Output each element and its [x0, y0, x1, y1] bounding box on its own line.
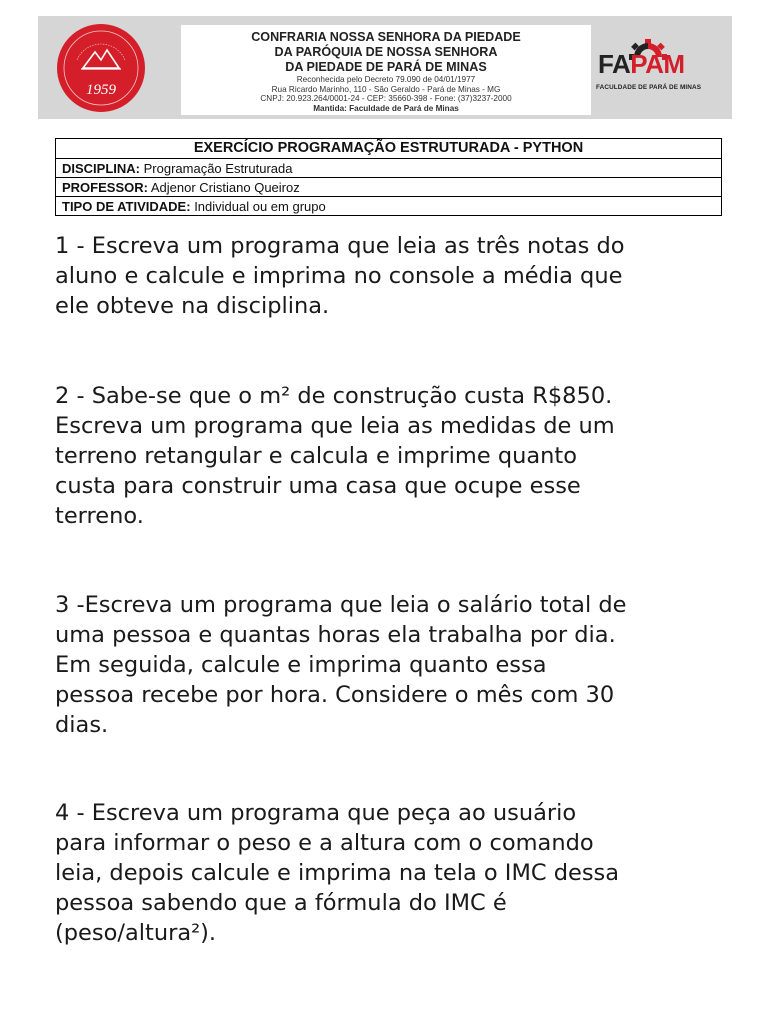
- institution-line-1: CONFRARIA NOSSA SENHORA DA PIEDADE: [251, 30, 521, 44]
- confraria-seal-icon: [55, 22, 147, 114]
- discipline-value: Programação Estruturada: [143, 160, 293, 176]
- fapam-wordmark-part1: FA: [598, 49, 631, 79]
- fapam-wordmark-part2: PAM: [630, 49, 685, 79]
- fapam-subtitle: FACULDADE DE PARÁ DE MINAS: [596, 84, 702, 91]
- decree-line: Reconhecida pelo Decreto 79.090 de 04/01/1977: [296, 75, 476, 84]
- exercise-1: 1 - Escreva um programa que leia as três notas do aluno e calcule e imprima no console a média que ele obteve na disciplina.: [55, 233, 625, 319]
- info-row-activity-type: [56, 197, 722, 216]
- maintainer-line: Mantida: Faculdade de Pará de Minas: [313, 103, 459, 113]
- exercise-4: 4 - Escreva um programa que peça ao usuário para informar o peso e a altura com o comando leia, depois calcule e imprima na tela o IMC dessa pessoa sabendo que a fórmula do IMC é (peso/altura²).: [55, 800, 620, 946]
- activity-type-label: TIPO DE ATIVIDADE:: [62, 198, 191, 214]
- institution-line-2: DA PARÓQUIA DE NOSSA SENHORA: [274, 45, 498, 59]
- seal-year: 1959: [86, 82, 116, 98]
- institution-line-3: DA PIEDADE DE PARÁ DE MINAS: [285, 60, 487, 74]
- professor-value: Adjenor Cristiano Queiroz: [150, 179, 300, 195]
- info-row-discipline: [56, 159, 722, 178]
- exercise-list: [55, 231, 725, 948]
- professor-label: PROFESSOR:: [62, 179, 148, 195]
- info-row-professor: [56, 178, 722, 197]
- fapam-wordmark: [598, 49, 685, 79]
- activity-type-value: Individual ou em grupo: [194, 198, 326, 214]
- discipline-label: DISCIPLINA:: [62, 160, 140, 176]
- exercise-info-table: [55, 138, 722, 216]
- fapam-logo: [594, 43, 724, 113]
- institution-block: [181, 25, 591, 115]
- exercise-title: EXERCÍCIO PROGRAMAÇÃO ESTRUTURADA - PYTHON: [56, 139, 722, 159]
- address-line: Rua Ricardo Marinho, 110 - São Geraldo - Pará de Minas - MG: [271, 84, 501, 94]
- exercise-3: 3 -Escreva um programa que leia o salário total de uma pessoa e quantas horas ela trabalha por dia. Em seguida, calcule e imprima quanto essa pessoa recebe por hora. Considere o mês com 30 dias.: [55, 592, 627, 738]
- cnpj-line: CNPJ: 20.923.264/0001-24 - CEP: 35660-398 - Fone: (37)3237-2000: [260, 94, 512, 104]
- document-header: [38, 16, 732, 119]
- exercise-2: 2 - Sabe-se que o m² de construção custa R$850. Escreva um programa que leia as medidas de um terreno retangular e calcula e imprime quanto custa para construir uma casa que ocupe esse terreno.: [55, 383, 615, 529]
